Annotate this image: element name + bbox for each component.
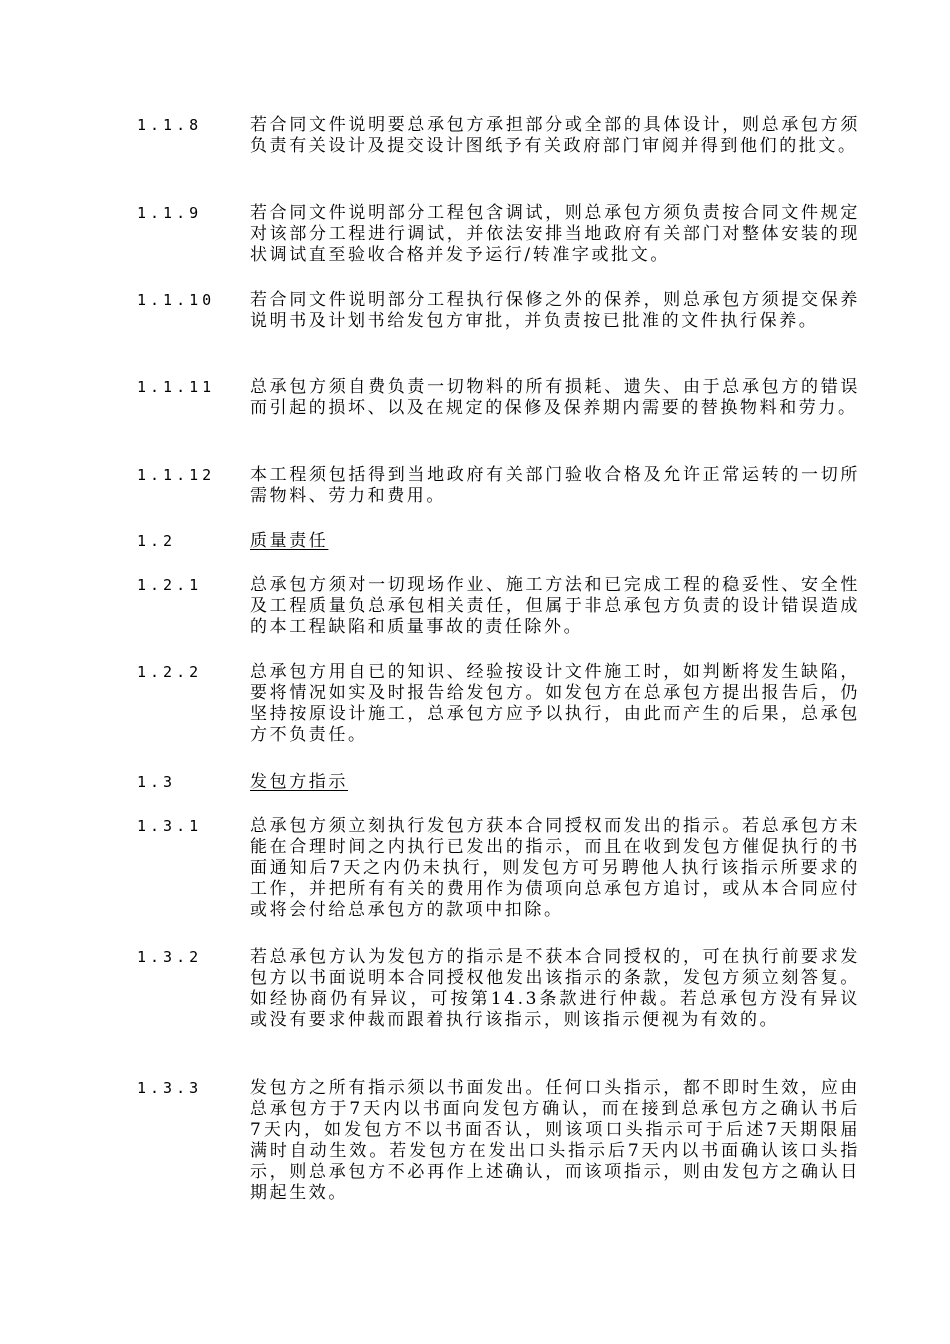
section-heading: 质量责任	[250, 531, 329, 551]
clause-text: 发包方之所有指示须以书面发出。任何口头指示，都不即时生效，应由总承包方于7天内以书面向发包方确认，而在接到总承包方之确认书后7天内，如发包方不以书面否认，则该项口头指示可于后述7天期限届满时自动生效。若发包方在发出口头指示后7天内以书面确认该口头指示，则总承包方不必再作上述确认，而该项指示，则由发包方之确认日期起生效。	[250, 1078, 860, 1203]
clause-number: 1.1.11	[137, 378, 216, 396]
clause-text: 若合同文件说明部分工程包含调试，则总承包方须负责按合同文件规定对该部分工程进行调试，并依法安排当地政府有关部门对整体安装的现状调试直至验收合格并发予运行/转准字或批文。	[250, 203, 860, 265]
clause-number: 1.2.2	[137, 663, 203, 681]
clause-number: 1.2.1	[137, 576, 203, 594]
clause-text: 若合同文件说明部分工程执行保修之外的保养，则总承包方须提交保养说明书及计划书给发包方审批，并负责按已批准的文件执行保养。	[250, 290, 860, 331]
clause-number: 1.1.9	[137, 204, 203, 222]
clause-number: 1.1.10	[137, 291, 216, 309]
section-number: 1.2	[137, 532, 177, 550]
clause-number: 1.3.1	[137, 817, 203, 835]
clause-text: 若合同文件说明要总承包方承担部分或全部的具体设计，则总承包方须负责有关设计及提交设计图纸予有关政府部门审阅并得到他们的批文。	[250, 115, 860, 156]
clause-text: 总承包方须立刻执行发包方获本合同授权而发出的指示。若总承包方未能在合理时间之内执行已发出的指示，而且在收到发包方催促执行的书面通知后7天之内仍未执行，则发包方可另聘他人执行该指示所要求的工作，并把所有有关的费用作为债项向总承包方追讨，或从本合同应付或将会付给总承包方的款项中扣除。	[250, 816, 860, 920]
clause-text: 本工程须包括得到当地政府有关部门验收合格及允许正常运转的一切所需物料、劳力和费用。	[250, 465, 860, 506]
clause-number: 1.1.12	[137, 466, 216, 484]
clause-number: 1.3.2	[137, 948, 203, 966]
clause-number: 1.3.3	[137, 1079, 203, 1097]
clause-number: 1.1.8	[137, 116, 203, 134]
section-heading: 发包方指示	[250, 772, 348, 792]
clause-text: 总承包方用自已的知识、经验按设计文件施工时，如判断将发生缺陷，要将情况如实及时报告给发包方。如发包方在总承包方提出报告后，仍坚持按原设计施工，总承包方应予以执行，由此而产生的后果，总承包方不负责任。	[250, 662, 860, 745]
clause-text: 总承包方须自费负责一切物料的所有损耗、遗失、由于总承包方的错误而引起的损坏、以及在规定的保修及保养期内需要的替换物料和劳力。	[250, 377, 860, 418]
section-number: 1.3	[137, 773, 177, 791]
clause-text: 总承包方须对一切现场作业、施工方法和已完成工程的稳妥性、安全性及工程质量负总承包相关责任，但属于非总承包方负责的设计错误造成的本工程缺陷和质量事故的责任除外。	[250, 575, 860, 637]
clause-text: 若总承包方认为发包方的指示是不获本合同授权的，可在执行前要求发包方以书面说明本合同授权他发出该指示的条款，发包方须立刻答复。如经协商仍有异议，可按第14.3条款进行仲裁。若总承包方没有异议或没有要求仲裁而跟着执行该指示，则该指示便视为有效的。	[250, 947, 860, 1030]
